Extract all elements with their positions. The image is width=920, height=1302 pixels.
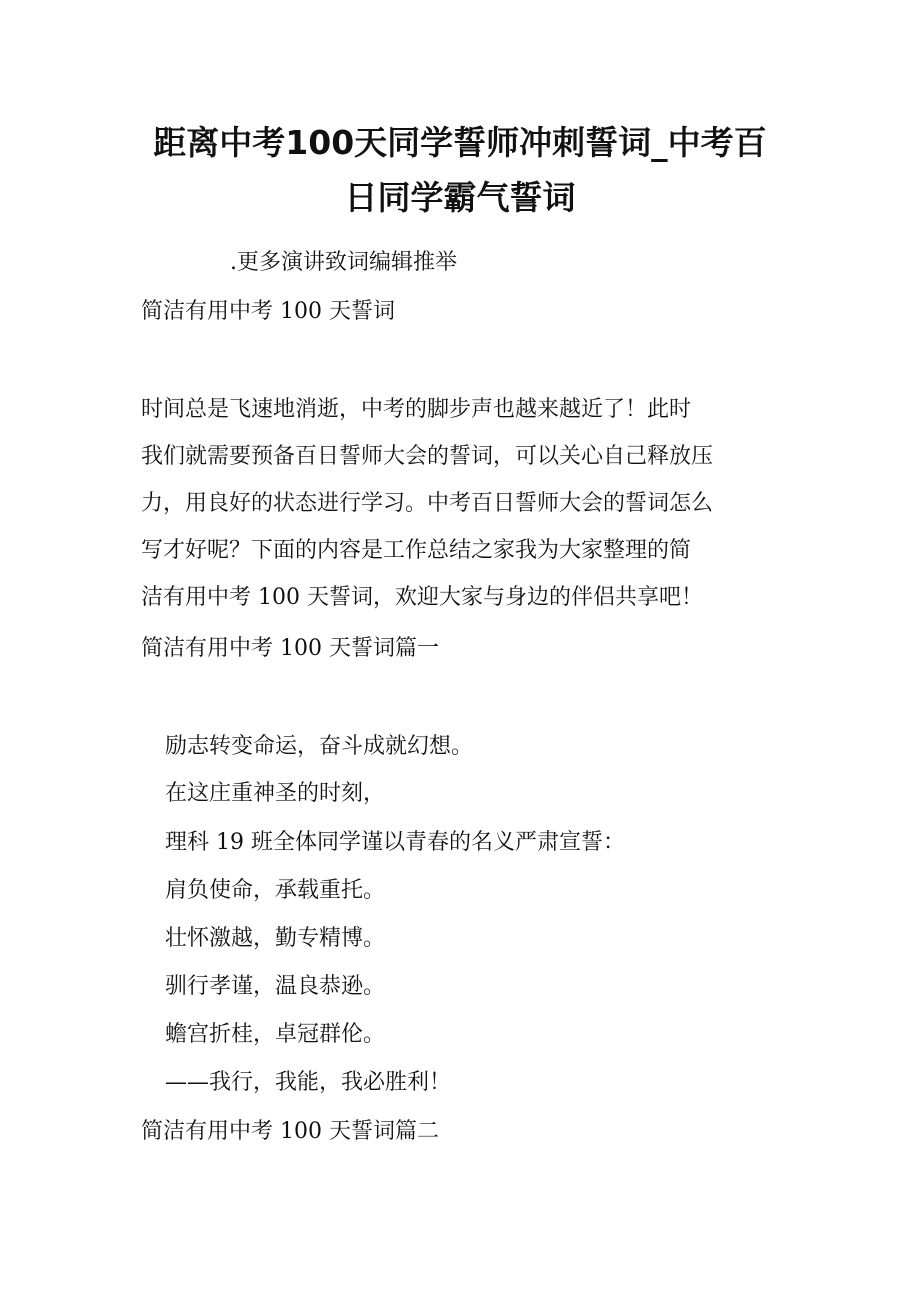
oath-line: 驯行孝谨，温良恭逊。 [165, 974, 386, 999]
paragraph-line: 洁有用中考 100 天誓词，欢迎大家与身边的伴侣共享吧！ [141, 585, 703, 610]
section-heading-one: 简洁有用中考 100 天誓词篇一 [141, 636, 439, 661]
oath-line: 肩负使命，承载重托。 [165, 878, 386, 903]
section-heading-intro: 简洁有用中考 100 天誓词 [141, 299, 395, 324]
oath-line: 励志转变命运，奋斗成就幻想。 [165, 734, 474, 759]
oath-line: 理科 19 班全体同学谨以青春的名义严肃宣誓： [165, 830, 625, 855]
intro-paragraph [141, 395, 713, 630]
recommend-link[interactable]: .更多演讲致词编辑推举 [230, 250, 457, 275]
oath-line: 壮怀激越，勤专精博。 [165, 926, 386, 951]
oath-line: 在这庄重神圣的时刻， [165, 781, 386, 806]
document-title-line-1: 距离中考100天同学誓师冲刺誓词_中考百 [153, 123, 767, 162]
section-heading-two: 简洁有用中考 100 天誓词篇二 [141, 1119, 439, 1144]
document-title-line-2: 日同学霸气誓词 [344, 178, 576, 217]
oath-line: ——我行，我能，我必胜利！ [165, 1070, 452, 1095]
paragraph-line: 我们就需要预备百日誓师大会的誓词，可以关心自己释放压 [141, 444, 714, 469]
paragraph-line: 写才好呢？下面的内容是工作总结之家我为大家整理的简 [141, 538, 692, 563]
oath-line: 蟾宫折桂，卓冠群伦。 [165, 1022, 386, 1047]
paragraph-line: 时间总是飞速地消逝，中考的脚步声也越来越近了！此时 [141, 397, 692, 422]
paragraph-line: 力，用良好的状态进行学习。中考百日誓师大会的誓词怎么 [141, 491, 714, 516]
